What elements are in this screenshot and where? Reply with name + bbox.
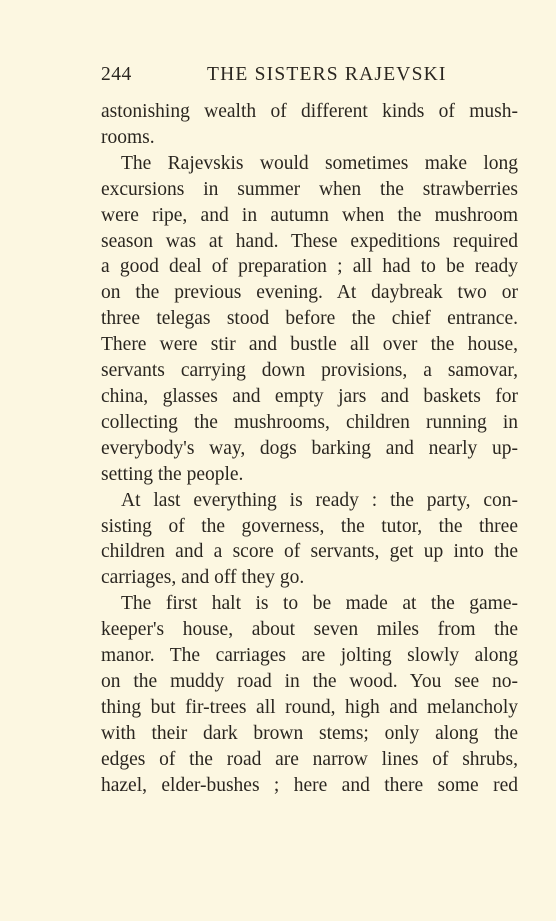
page-number: 244	[101, 64, 132, 85]
text-line: with their dark brown stems; only along the	[101, 722, 518, 744]
running-title: THE SISTERS RAJEVSKI	[207, 64, 447, 85]
text-line: on the muddy road in the wood. You see no-	[101, 670, 518, 692]
text-line: servants carrying down provisions, a samovar,	[101, 360, 518, 382]
text-line: The Rajevskis would sometimes make long	[121, 152, 518, 174]
text-line: children and a score of servants, get up into the	[101, 541, 518, 563]
text-line: collecting the mushrooms, children running in	[101, 411, 518, 433]
paragraph-departure	[101, 488, 518, 592]
text-line: sisting of the governess, the tutor, the three	[101, 515, 518, 537]
text-line: thing but fir-trees all round, high and melancholy	[101, 696, 518, 718]
text-line: were ripe, and in autumn when the mushroom	[101, 204, 518, 226]
text-line: a good deal of preparation ; all had to be ready	[101, 256, 518, 278]
text-line: edges of the road are narrow lines of shrubs,	[101, 748, 518, 770]
text-line: carriages, and off they go.	[101, 567, 305, 589]
text-line: The first halt is to be made at the game-	[121, 593, 518, 615]
paragraph-excursions	[101, 151, 518, 488]
paragraph-first-halt	[101, 591, 518, 798]
text-line: manor. The carriages are jolting slowly along	[101, 645, 518, 667]
paragraph-continuation	[101, 99, 518, 151]
running-head	[101, 62, 519, 88]
text-line: There were stir and bustle all over the house,	[101, 334, 518, 356]
text-line: keeper's house, about seven miles from the	[101, 619, 518, 641]
body-text	[101, 99, 518, 798]
text-line: hazel, elder-bushes ; here and there some red	[101, 774, 518, 796]
text-line: astonishing wealth of different kinds of mush-	[101, 101, 518, 122]
text-line: excursions in summer when the strawberries	[101, 178, 518, 200]
text-line: on the previous evening. At daybreak two or	[101, 282, 518, 304]
text-line: china, glasses and empty jars and baskets for	[101, 385, 518, 407]
text-line: At last everything is ready : the party, con-	[121, 489, 518, 511]
text-line: season was at hand. These expeditions required	[101, 230, 518, 252]
text-line: three telegas stood before the chief entrance.	[101, 308, 518, 330]
text-line: setting the people.	[101, 463, 244, 485]
text-line: rooms.	[101, 126, 155, 148]
text-line: everybody's way, dogs barking and nearly up-	[101, 437, 518, 459]
